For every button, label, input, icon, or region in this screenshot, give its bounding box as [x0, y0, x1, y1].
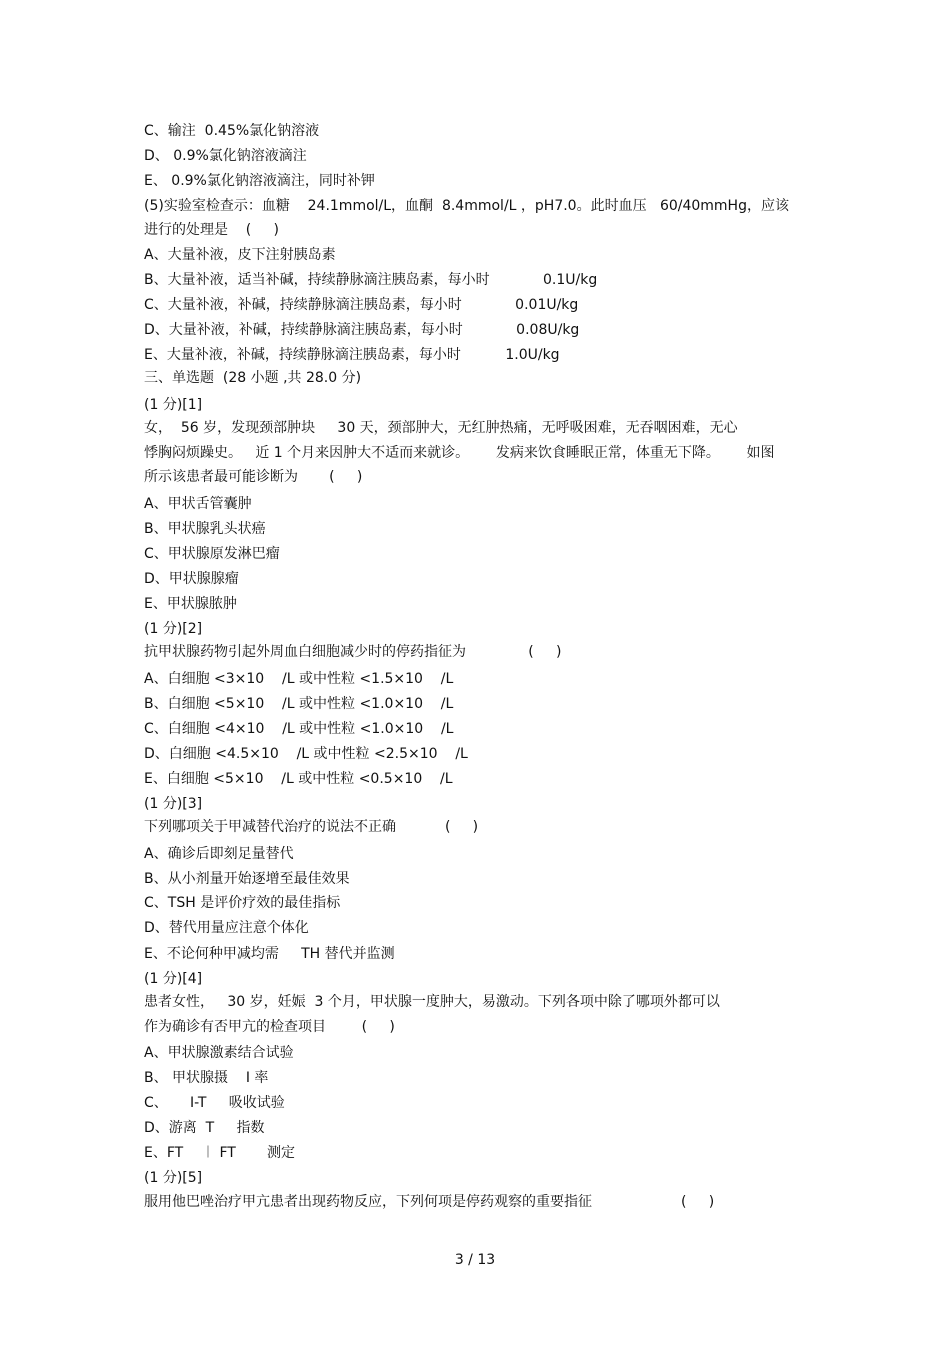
option-d-line: D、替代用量应注意个体化: [144, 920, 309, 936]
option-c-line: C、输注 0.45%氯化钠溶液: [144, 123, 320, 139]
option-a-line: A、甲状腺激素结合试验: [144, 1045, 294, 1061]
question-3-text: 下列哪项关于甲减替代治疗的说法不正确 ( ): [144, 819, 479, 835]
question-4-text-cont: 作为确诊有否甲亢的检查项目 ( ): [144, 1019, 395, 1035]
question-score: (1 分)[3]: [144, 796, 203, 812]
section-heading: 三、单选题 (28 小题 ,共 28.0 分): [144, 370, 362, 386]
option-a-line: A、白细胞 <3×10 /L 或中性粒 <1.5×10 /L: [144, 671, 454, 687]
option-b-line: B、白细胞 <5×10 /L 或中性粒 <1.0×10 /L: [144, 696, 454, 712]
question-score: (1 分)[1]: [144, 397, 203, 413]
option-e-line: E、白细胞 <5×10 /L 或中性粒 <0.5×10 /L: [144, 771, 453, 787]
option-d-line: D、游离 T 指数: [144, 1120, 265, 1136]
question-score: (1 分)[5]: [144, 1170, 203, 1186]
option-a-line: A、确诊后即刻足量替代: [144, 846, 294, 862]
option-c-line: C、白细胞 <4×10 /L 或中性粒 <1.0×10 /L: [144, 721, 454, 737]
question-5-text: (5)实验室检查示：血糖 24.1mmol/L，血酮 8.4mmol/L ，pH7.0。此时血压 60/40mmHg，应该: [144, 198, 789, 214]
option-e-line: E、不论何种甲减均需 TH 替代并监测: [144, 946, 395, 962]
option-c-line: C、TSH 是评价疗效的最佳指标: [144, 895, 341, 911]
question-score: (1 分)[4]: [144, 971, 203, 987]
option-d-line: D、大量补液，补碱，持续静脉滴注胰岛素，每小时 0.08U/kg: [144, 322, 580, 338]
option-a-line: A、大量补液，皮下注射胰岛素: [144, 247, 336, 263]
option-b-line: B、 甲状腺摄 I 率: [144, 1070, 269, 1086]
option-c-line: C、甲状腺原发淋巴瘤: [144, 546, 280, 562]
option-b-line: B、甲状腺乳头状癌: [144, 521, 266, 537]
option-b-line: B、大量补液，适当补碱，持续静脉滴注胰岛素，每小时 0.1U/kg: [144, 272, 598, 288]
question-4-text: 患者女性， 30 岁，妊娠 3 个月，甲状腺一度肿大，易激动。下列各项中除了哪项外都可以: [144, 994, 720, 1010]
page-number: 3 / 13: [454, 1252, 496, 1268]
question-1-text-cont: 悸胸闷烦躁史。 近 1 个月来因肿大不适而来就诊。 发病来饮食睡眠正常，体重无下降。 如图: [144, 445, 775, 461]
option-e-line: E、甲状腺脓肿: [144, 596, 237, 612]
question-1-text-cont: 所示该患者最可能诊断为 ( ): [144, 469, 363, 485]
option-b-line: B、从小剂量开始逐增至最佳效果: [144, 871, 350, 887]
question-1-text: 女， 56 岁，发现颈部肿块 30 天，颈部肿大，无红肿热痛，无呼吸困难，无吞咽困难，无心: [144, 420, 738, 436]
option-d-line: D、 0.9%氯化钠溶液滴注: [144, 148, 307, 164]
question-2-text: 抗甲状腺药物引起外周血白细胞减少时的停药指征为 ( ): [144, 644, 562, 660]
question-5-text: 服用他巴唑治疗甲亢患者出现药物反应，下列何项是停药观察的重要指征 ( ): [144, 1194, 715, 1210]
option-a-line: A、甲状舌管囊肿: [144, 496, 252, 512]
option-e-line: E、FT ︱ FT 测定: [144, 1145, 295, 1161]
question-score: (1 分)[2]: [144, 621, 203, 637]
option-c-line: C、 I-T 吸收试验: [144, 1095, 285, 1111]
option-c-line: C、大量补液，补碱，持续静脉滴注胰岛素，每小时 0.01U/kg: [144, 297, 579, 313]
option-e-line: E、 0.9%氯化钠溶液滴注，同时补钾: [144, 173, 375, 189]
option-e-line: E、大量补液，补碱，持续静脉滴注胰岛素，每小时 1.0U/kg: [144, 347, 560, 363]
question-5-text-cont: 进行的处理是 ( ): [144, 222, 279, 238]
option-d-line: D、白细胞 <4.5×10 /L 或中性粒 <2.5×10 /L: [144, 746, 468, 762]
option-d-line: D、甲状腺腺瘤: [144, 571, 239, 587]
